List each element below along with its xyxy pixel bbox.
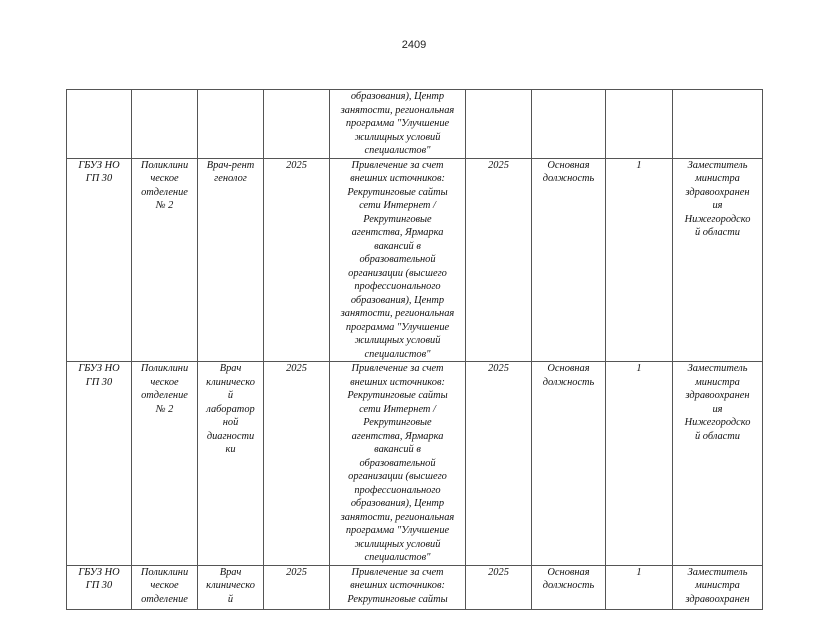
text-line: й области xyxy=(695,430,740,442)
continuation-row xyxy=(67,90,763,159)
text-line: внешних источников: xyxy=(350,173,445,184)
text-line: специалистов" xyxy=(364,348,431,360)
text-line: отделение xyxy=(141,186,188,198)
cell-unit xyxy=(132,565,198,609)
text-line: ки xyxy=(225,444,236,455)
text-line: агентства, Ярмарка xyxy=(351,430,444,442)
text-line: специалистов" xyxy=(364,145,431,156)
text-line: Основная xyxy=(547,363,590,374)
text-line: отделение xyxy=(141,390,188,401)
cell-unit xyxy=(132,362,198,566)
text-line: Нижегородско xyxy=(684,417,751,428)
text-line: организации (высшего xyxy=(348,471,447,482)
cell-year: 2025 xyxy=(466,158,532,362)
cell-empty xyxy=(264,90,330,159)
text-line: сети Интернет / xyxy=(359,403,436,415)
text-line: ческое xyxy=(150,376,179,388)
cell-year: 2025 xyxy=(264,362,330,566)
cell-responsible xyxy=(673,362,763,566)
text-line: Врач-рент xyxy=(206,159,255,171)
text-line: жилищных условий xyxy=(354,335,441,346)
text-line: Рекрутинговые сайты xyxy=(347,186,448,198)
text-line: здравоохранен xyxy=(685,390,750,401)
text-line: № 2 xyxy=(155,403,174,415)
cell-org xyxy=(67,158,132,362)
cell-count: 1 xyxy=(606,565,673,609)
text-line: Рекрутинговые xyxy=(363,417,432,428)
text-line: министра xyxy=(695,580,740,591)
text-line: Рекрутинговые сайты xyxy=(347,390,448,401)
text-line: внешних источников: xyxy=(350,580,445,591)
text-line: министра xyxy=(695,376,740,388)
text-line: Поликлини xyxy=(140,363,189,374)
text-line: должность xyxy=(542,376,595,388)
text-line: й xyxy=(227,593,234,605)
text-line: занятости, региональная xyxy=(340,104,455,116)
cell-unit xyxy=(132,158,198,362)
cell-org xyxy=(67,565,132,609)
text-line: Заместитель xyxy=(687,363,748,374)
cell-description xyxy=(330,158,466,362)
text-line: ия xyxy=(712,200,723,211)
text-line: вакансий в xyxy=(374,240,421,252)
text-line: программа "Улучшение xyxy=(345,118,450,129)
text-line: занятости, региональная xyxy=(340,308,455,319)
text-line: образования), Центр xyxy=(350,91,445,102)
text-line: отделение xyxy=(141,593,188,605)
text-line: Заместитель xyxy=(687,159,748,171)
cell-org xyxy=(67,362,132,566)
cell-year: 2025 xyxy=(466,565,532,609)
text-line: клиническо xyxy=(206,580,255,591)
cell-year: 2025 xyxy=(264,565,330,609)
text-line: Нижегородско xyxy=(684,213,751,225)
text-line: должность xyxy=(542,580,595,591)
cell-responsible xyxy=(673,565,763,609)
table-row xyxy=(67,362,763,566)
text-line: здравоохранен xyxy=(685,593,750,605)
cell-description xyxy=(330,362,466,566)
text-line: й xyxy=(227,390,234,401)
table-body xyxy=(67,90,763,610)
text-line: ГБУЗ НО xyxy=(78,566,120,578)
text-line: министра xyxy=(695,173,740,184)
cell-empty xyxy=(198,90,264,159)
text-line: Основная xyxy=(547,159,590,171)
text-line: диагности xyxy=(206,430,255,442)
text-line: организации (высшего xyxy=(348,267,447,279)
cell-year: 2025 xyxy=(264,158,330,362)
text-line: ГБУЗ НО xyxy=(78,363,120,374)
text-line: Привлечение за счет xyxy=(351,159,444,171)
cell-employment xyxy=(532,158,606,362)
text-line: Поликлини xyxy=(140,566,189,578)
text-line: образовательной xyxy=(359,457,436,469)
text-line: сети Интернет / xyxy=(359,200,436,211)
cell-empty xyxy=(606,90,673,159)
cell-description xyxy=(330,565,466,609)
text-line: специалистов" xyxy=(364,552,431,563)
text-line: образовательной xyxy=(359,254,436,265)
text-line: здравоохранен xyxy=(685,186,750,198)
cell-empty xyxy=(67,90,132,159)
text-line: вакансий в xyxy=(374,444,421,455)
page-number: 2409 xyxy=(401,39,427,51)
cell-description-tail xyxy=(330,90,466,159)
text-line: Врач xyxy=(219,566,242,578)
text-line: й области xyxy=(695,227,740,238)
text-line: Рекрутинговые сайты xyxy=(347,593,448,605)
text-line: образования), Центр xyxy=(350,498,445,509)
cell-employment xyxy=(532,362,606,566)
text-line: Привлечение за счет xyxy=(351,566,444,578)
text-line: Основная xyxy=(547,566,590,578)
cell-position xyxy=(198,565,264,609)
text-line: ГП 30 xyxy=(85,580,113,591)
text-line: ной xyxy=(222,417,239,428)
text-line: программа "Улучшение xyxy=(345,525,450,536)
table-row xyxy=(67,565,763,609)
text-line: генолог xyxy=(214,173,247,184)
text-line: ГБУЗ НО xyxy=(78,159,120,171)
cell-empty xyxy=(673,90,763,159)
text-line: Врач xyxy=(219,363,242,374)
document-table xyxy=(66,89,763,610)
cell-empty xyxy=(532,90,606,159)
text-line: Рекрутинговые xyxy=(363,213,432,225)
text-line: ГП 30 xyxy=(85,173,113,184)
table-row xyxy=(67,158,763,362)
cell-position xyxy=(198,158,264,362)
cell-empty xyxy=(466,90,532,159)
cell-year: 2025 xyxy=(466,362,532,566)
text-line: лаборатор xyxy=(206,403,255,415)
text-line: образования), Центр xyxy=(350,294,445,306)
text-line: ГП 30 xyxy=(85,376,113,388)
text-line: Поликлини xyxy=(140,159,189,171)
text-line: профессионального xyxy=(354,484,441,496)
cell-count: 1 xyxy=(606,158,673,362)
text-line: Привлечение за счет xyxy=(351,363,444,374)
text-line: профессионального xyxy=(354,281,441,292)
cell-empty xyxy=(132,90,198,159)
cell-responsible xyxy=(673,158,763,362)
text-line: программа "Улучшение xyxy=(345,321,450,333)
text-line: ческое xyxy=(150,580,179,591)
text-line: ия xyxy=(712,403,723,415)
text-line: агентства, Ярмарка xyxy=(351,227,444,238)
text-line: занятости, региональная xyxy=(340,511,455,523)
text-line: клиническо xyxy=(206,376,255,388)
text-line: ческое xyxy=(150,173,179,184)
cell-position xyxy=(198,362,264,566)
text-line: Заместитель xyxy=(687,566,748,578)
text-line: внешних источников: xyxy=(350,376,445,388)
cell-employment xyxy=(532,565,606,609)
text-line: жилищных условий xyxy=(354,131,441,143)
text-line: должность xyxy=(542,173,595,184)
text-line: № 2 xyxy=(155,200,174,211)
text-line: жилищных условий xyxy=(354,538,441,550)
cell-count: 1 xyxy=(606,362,673,566)
